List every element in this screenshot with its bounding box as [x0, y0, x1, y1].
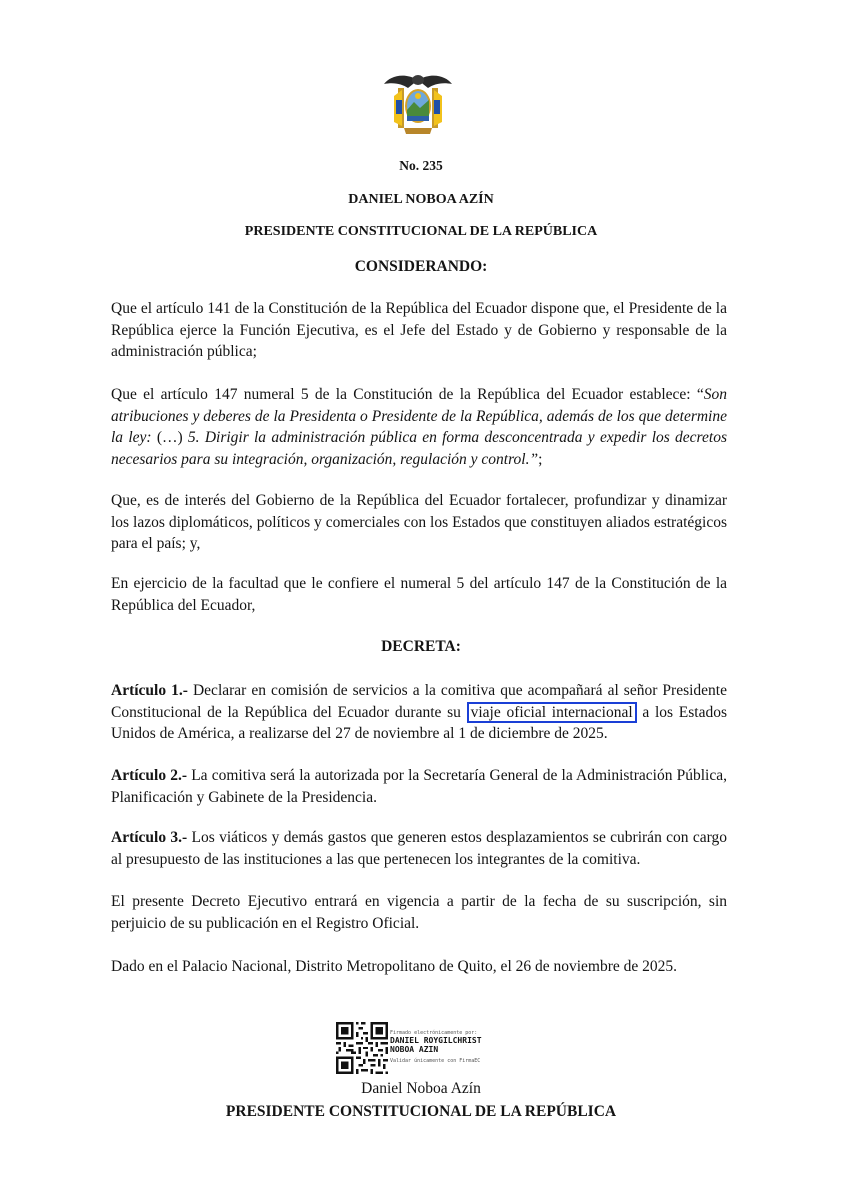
article-1	[111, 680, 727, 745]
article-1-label: Artículo 1.-	[111, 682, 188, 699]
consideration-interest: Que, es de interés del Gobierno de la República del Ecuador fortalecer, profundizar y dinamizar los lazos diplomáticos, políticos y comerciales con los Estados que constituyen aliados estratégicos para el país; y,	[111, 492, 727, 552]
decreta-heading: DECRETA:	[381, 638, 461, 655]
stamp-signer-name-line2: NOBOA AZIN	[390, 1045, 439, 1054]
qr-code-icon	[336, 1022, 388, 1074]
signatory-title: PRESIDENTE CONSTITUCIONAL DE LA REPÚBLICA	[225, 1103, 617, 1120]
considerando-heading: CONSIDERANDO:	[354, 258, 488, 275]
article-1-text: Declarar en comisión de servicios a la comitiva que acompañará al señor Presidente Constitucional de la República del Ecuador durante su	[111, 682, 727, 721]
article-1-text-end: a los Estados Unidos de América, a realizarse del 27 de noviembre al 1 de diciembre de 2025.	[111, 703, 727, 742]
stamp-signer-name-line1: DANIEL ROYGILCHRIST	[390, 1036, 482, 1045]
article-2-label: Artículo 2.-	[111, 767, 188, 784]
ecuador-coat-of-arms-icon	[382, 66, 454, 138]
closing-validity: El presente Decreto Ejecutivo entrará en vigencia a partir de la fecha de su suscripción, sin perjuicio de su publicación en el Registro Oficial.	[111, 893, 727, 932]
decree-number: No. 235	[399, 158, 443, 173]
president-title-heading: PRESIDENTE CONSTITUCIONAL DE LA REPÚBLICA	[244, 224, 598, 239]
closing-place-date: Dado en el Palacio Nacional, Distrito Metropolitano de Quito, el 26 de noviembre de 2025.	[111, 958, 678, 975]
consideration-147	[111, 384, 727, 470]
consideration-147-ellipsis: (…)	[151, 429, 188, 446]
consideration-147-quote-numeral: 5. Dirigir la administración pública en forma desconcentrada y expedir los decretos necesarios para su integración, organización, regulación y control.”	[111, 429, 727, 468]
article-2	[111, 765, 727, 808]
consideration-faculty: En ejercicio de la facultad que le confiere el numeral 5 del artículo 147 de la Constitución de la República del Ecuador,	[111, 575, 727, 614]
article-2-text: La comitiva será la autorizada por la Secretaría General de la Administración Pública, Planificación y Gabinete de la Presidencia.	[111, 767, 727, 806]
stamp-caption: Firmado electrónicamente por:	[390, 1030, 478, 1036]
electronic-signature-stamp	[336, 1022, 504, 1077]
consideration-147-quote: Son atribuciones y deberes de la Presidenta o Presidente de la República, además de los que determine la ley:	[111, 386, 727, 446]
article-3-text: Los viáticos y demás gastos que generen estos desplazamientos se cubrirán con cargo al presupuesto de las instituciones a las que pertenecen los integrantes de la comitiva.	[111, 829, 727, 868]
highlighted-phrase: viaje oficial internacional	[467, 702, 637, 723]
consideration-141: Que el artículo 141 de la Constitución de la República del Ecuador dispone que, el Presidente de la República ejerce la Función Ejecutiva, es el Jefe del Estado y de Gobierno y responsable de la administración pública;	[111, 300, 727, 360]
president-name-heading: DANIEL NOBOA AZÍN	[348, 192, 494, 207]
consideration-147-lead: Que el artículo 147 numeral 5 de la Constitución de la República del Ecuador establece: “	[111, 386, 704, 403]
signatory-name: Daniel Noboa Azín	[361, 1080, 481, 1097]
article-3	[111, 827, 727, 870]
article-3-label: Artículo 3.-	[111, 829, 188, 846]
consideration-147-end: ;	[538, 450, 543, 468]
stamp-validation-note: Validar únicamente con FirmaEC	[390, 1058, 481, 1064]
